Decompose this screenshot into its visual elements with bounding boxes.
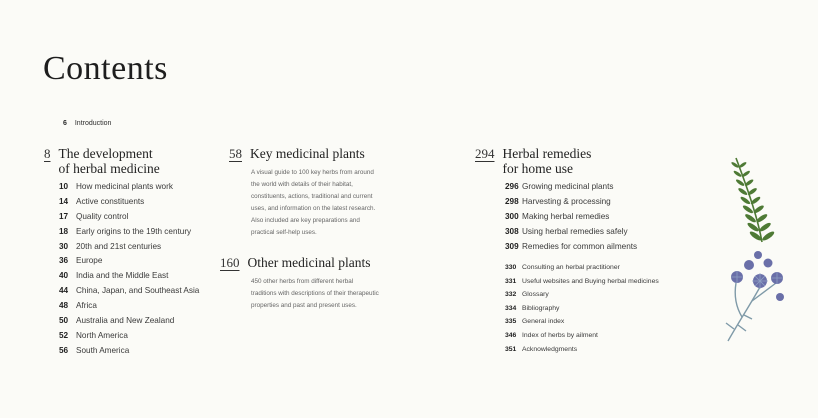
section-title-line: for home use <box>502 161 573 176</box>
toc-entry[interactable] <box>505 212 637 227</box>
entry-page-number: 351 <box>505 345 517 353</box>
entry-label: China, Japan, and Southeast Asia <box>76 286 200 296</box>
toc-entry[interactable] <box>505 332 659 346</box>
section-title: Key medicinal plants <box>250 146 365 161</box>
description-line: properties and past and present uses. <box>251 302 357 309</box>
entry-page-number: 48 <box>59 301 69 311</box>
section-remedies-list <box>505 182 637 256</box>
entry-page-number: 331 <box>505 277 517 285</box>
section-key-plants-heading[interactable] <box>229 146 365 161</box>
section-page-number: 160 <box>220 255 240 270</box>
description-line: constituents, actions, traditional and current <box>251 193 373 200</box>
description-line: uses, and information on the latest research. <box>251 205 376 212</box>
toc-entry[interactable] <box>59 256 199 271</box>
section-page-number: 58 <box>229 146 242 161</box>
toc-entry[interactable] <box>505 197 637 212</box>
entry-page-number: 14 <box>59 196 69 206</box>
entry-page-number: 44 <box>59 286 69 296</box>
entry-label: Harvesting & processing <box>522 196 611 206</box>
section-page-number: 8 <box>44 146 51 161</box>
section-title <box>503 146 592 176</box>
toc-entry[interactable] <box>59 331 199 346</box>
entry-page-number: 309 <box>505 241 519 251</box>
toc-entry[interactable] <box>505 182 637 197</box>
toc-entry[interactable] <box>59 182 199 197</box>
entry-page-number: 52 <box>59 330 69 340</box>
section-title: Other medicinal plants <box>247 255 371 270</box>
toc-entry[interactable] <box>505 242 637 257</box>
toc-entry[interactable] <box>59 346 199 361</box>
section-description <box>251 276 379 312</box>
entry-label: Index of herbs by ailment <box>522 331 598 339</box>
section-page-number: 294 <box>475 146 495 161</box>
intro-label: Introduction <box>74 120 112 127</box>
entry-label: Useful websites and Buying herbal medicines <box>522 277 659 285</box>
section-remedies-heading[interactable] <box>475 146 591 176</box>
toc-entry[interactable] <box>505 346 659 360</box>
section-development-list <box>59 182 199 361</box>
entry-page-number: 298 <box>505 196 519 206</box>
toc-entry[interactable] <box>59 316 199 331</box>
section-title-line: of herbal medicine <box>58 161 160 176</box>
entry-label: General index <box>522 318 565 326</box>
entry-page-number: 296 <box>505 182 519 191</box>
description-line: Also included are key preparations and <box>251 217 360 224</box>
entry-label: Europe <box>76 256 103 266</box>
toc-entry[interactable] <box>505 318 659 332</box>
entry-page-number: 334 <box>505 304 517 312</box>
entry-label: Bibliography <box>522 304 560 312</box>
section-title-line: Herbal remedies <box>502 146 592 161</box>
entry-label: 20th and 21st centuries <box>76 241 162 251</box>
toc-entry[interactable] <box>505 278 659 292</box>
entry-label: South America <box>76 345 130 355</box>
back-matter-list <box>505 264 659 359</box>
section-development-heading[interactable] <box>44 146 160 176</box>
entry-page-number: 30 <box>59 241 69 251</box>
fern-leaf-icon <box>722 150 782 245</box>
description-line: practical self-help uses. <box>251 229 317 236</box>
toc-entry[interactable] <box>505 291 659 305</box>
intro-page-number: 6 <box>63 120 67 127</box>
entry-label: Australia and New Zealand <box>76 316 175 326</box>
entry-label: North America <box>76 330 128 340</box>
entry-page-number: 36 <box>59 256 69 266</box>
entry-label: Acknowledgments <box>522 345 578 353</box>
entry-page-number: 40 <box>59 271 69 281</box>
toc-entry[interactable] <box>59 212 199 227</box>
entry-page-number: 56 <box>59 345 69 355</box>
toc-entry[interactable] <box>59 197 199 212</box>
entry-label: How medicinal plants work <box>76 182 173 191</box>
description-line: 450 other herbs from different herbal <box>251 278 354 285</box>
entry-label: Consulting an herbal practitioner <box>522 264 620 271</box>
intro-entry[interactable] <box>63 120 111 127</box>
entry-label: Early origins to the 19th century <box>76 226 192 236</box>
entry-label: Remedies for common ailments <box>522 241 638 251</box>
description-line: traditions with descriptions of their therapeutic <box>251 290 379 297</box>
entry-label: Making herbal remedies <box>522 211 610 221</box>
entry-page-number: 10 <box>59 182 69 191</box>
entry-label: Africa <box>76 301 97 311</box>
section-description <box>251 167 375 239</box>
entry-label: Active constituents <box>76 196 145 206</box>
section-title-line: The development <box>58 146 153 161</box>
entry-page-number: 17 <box>59 211 69 221</box>
toc-entry[interactable] <box>505 305 659 319</box>
sea-holly-icon <box>722 245 787 345</box>
toc-entry[interactable] <box>59 301 199 316</box>
entry-label: India and the Middle East <box>76 271 169 281</box>
entry-page-number: 332 <box>505 291 517 299</box>
entry-label: Using herbal remedies safely <box>522 226 628 236</box>
description-line: A visual guide to 100 key herbs from around <box>251 169 374 176</box>
entry-page-number: 50 <box>59 316 69 326</box>
entry-label: Glossary <box>522 291 549 299</box>
entry-page-number: 335 <box>505 318 517 326</box>
entry-page-number: 300 <box>505 211 519 221</box>
description-line: the world with details of their habitat, <box>251 181 353 188</box>
toc-entry[interactable] <box>505 264 659 278</box>
entry-label: Growing medicinal plants <box>522 182 614 191</box>
toc-entry[interactable] <box>505 227 637 242</box>
toc-entry[interactable] <box>59 286 199 301</box>
toc-entry[interactable] <box>59 242 199 257</box>
toc-entry[interactable] <box>59 227 199 242</box>
entry-page-number: 346 <box>505 331 517 339</box>
entry-page-number: 330 <box>505 264 517 271</box>
section-other-plants-heading[interactable] <box>220 255 370 270</box>
section-title <box>59 146 160 176</box>
page-title: Contents <box>43 50 168 87</box>
entry-page-number: 18 <box>59 226 69 236</box>
entry-page-number: 308 <box>505 226 519 236</box>
toc-entry[interactable] <box>59 271 199 286</box>
entry-label: Quality control <box>76 211 129 221</box>
